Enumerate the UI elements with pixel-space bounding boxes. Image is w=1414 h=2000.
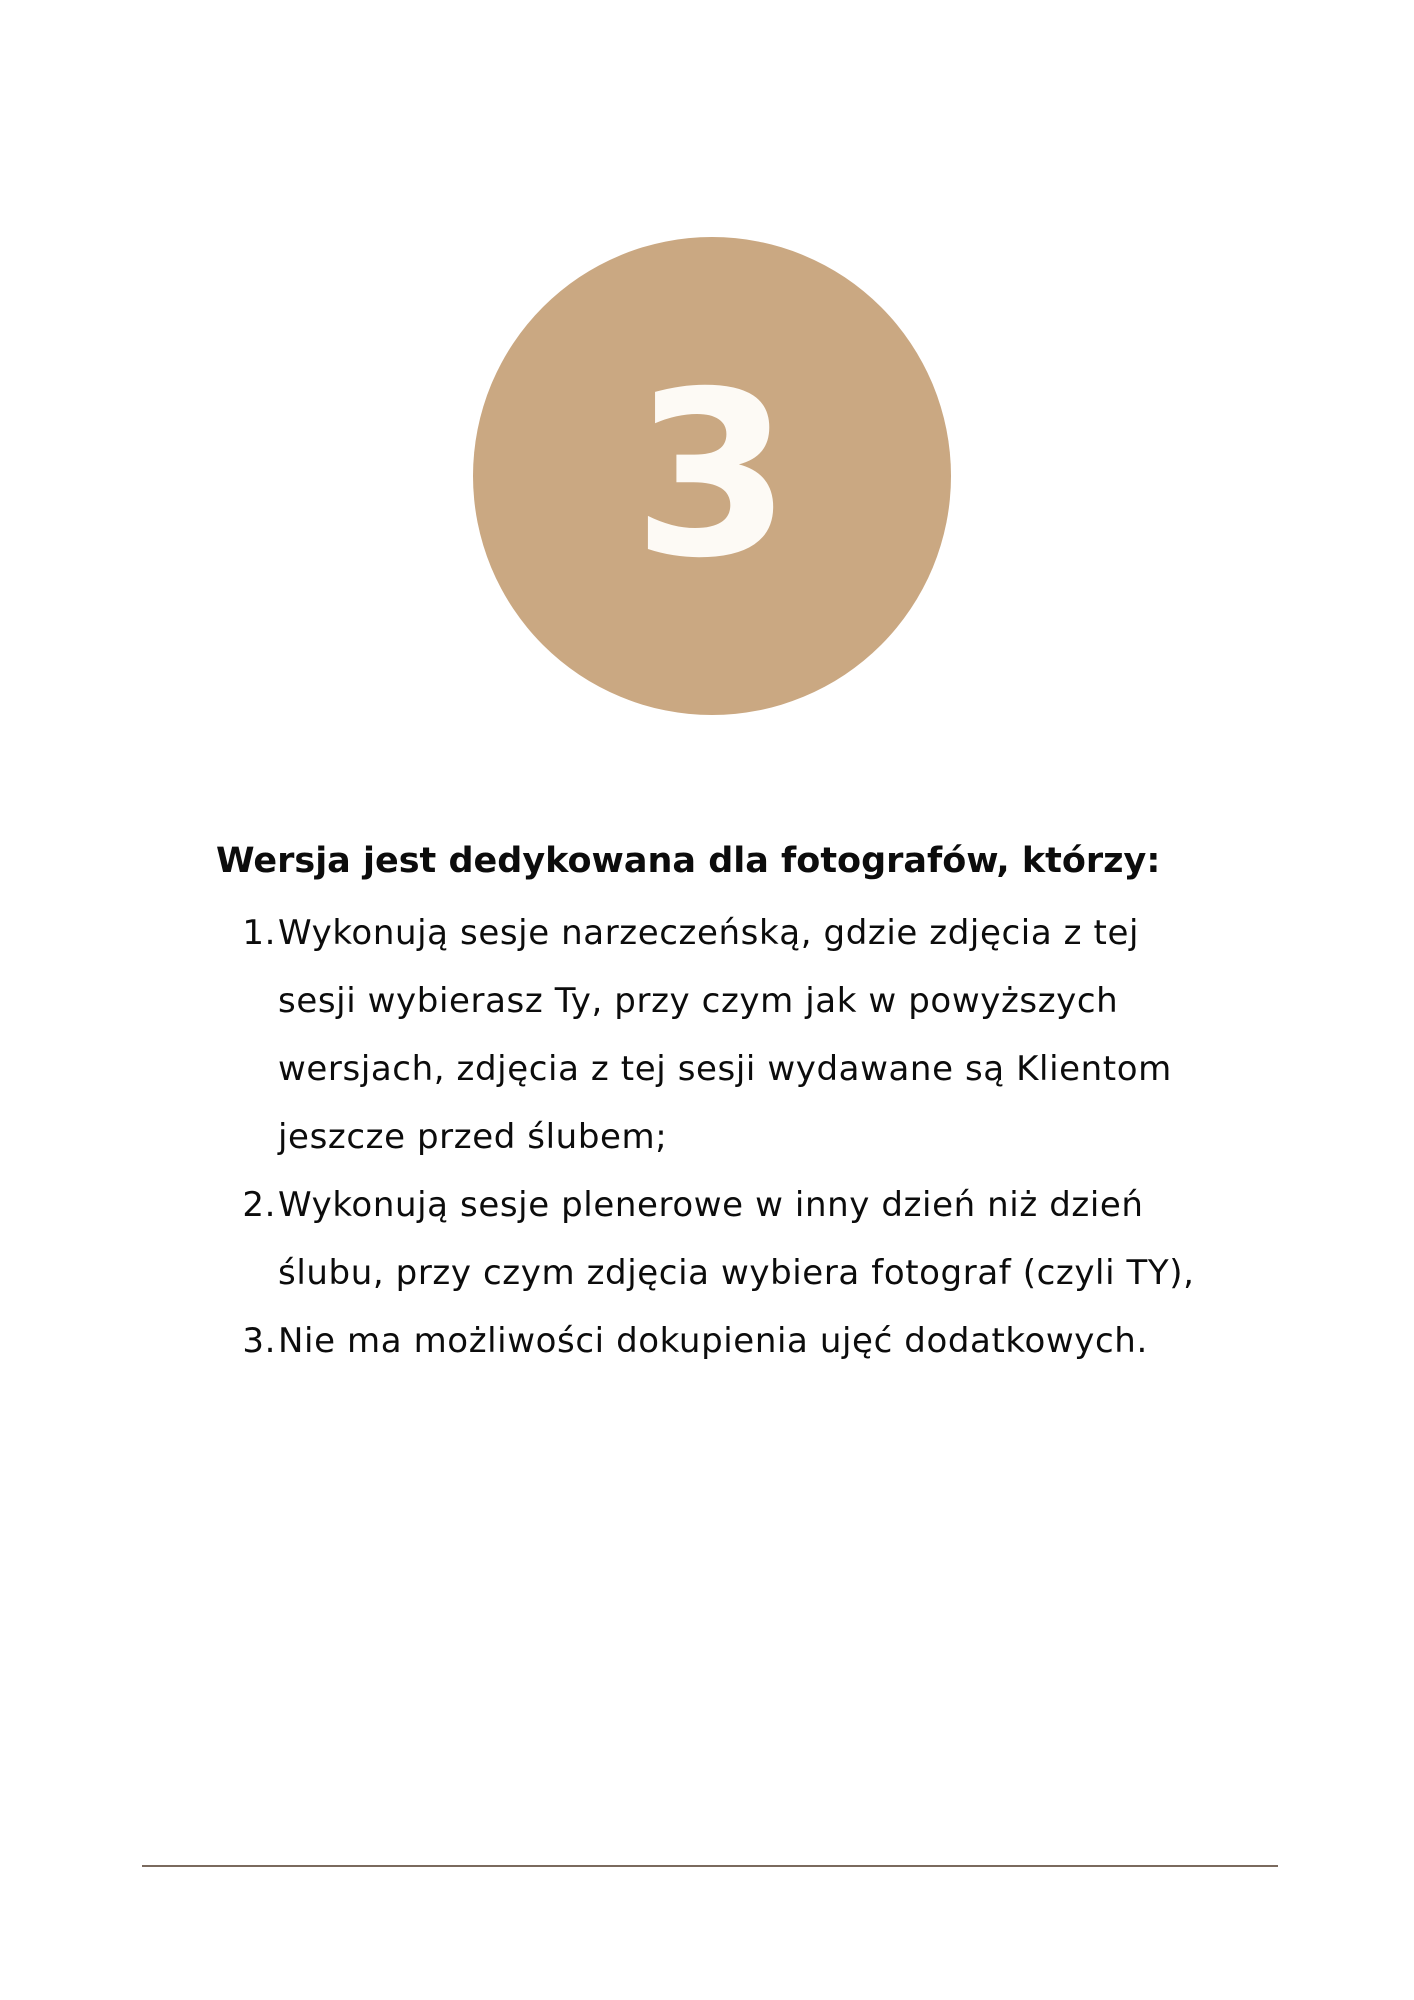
list-item-text: Wykonują sesje plenerowe w inny dzień niż dzień ślubu, przy czym zdjęcia wybiera fotograf (czyli TY),: [278, 1185, 1195, 1293]
list-item-number: 1.: [242, 913, 276, 953]
footer-divider: [142, 1865, 1278, 1867]
criteria-list: [216, 899, 1226, 1375]
list-item-number: 3.: [242, 1321, 276, 1361]
number-badge: [473, 237, 951, 715]
list-item: [216, 1307, 1226, 1375]
list-item-number: 2.: [242, 1185, 276, 1225]
list-item: [216, 899, 1226, 1171]
list-item-text: Nie ma możliwości dokupienia ujęć dodatkowych.: [278, 1321, 1148, 1361]
list-item-text: Wykonują sesje narzeczeńską, gdzie zdjęcia z tej sesji wybierasz Ty, przy czym jak w powyższych wersjach, zdjęcia z tej sesji wydawane są Klientom jeszcze przed ślubem;: [278, 913, 1172, 1157]
list-item: [216, 1171, 1226, 1307]
number-badge-digit: 3: [632, 342, 792, 608]
intro-heading: Wersja jest dedykowana dla fotografów, którzy:: [216, 841, 1161, 881]
content-block: [216, 834, 1226, 1375]
